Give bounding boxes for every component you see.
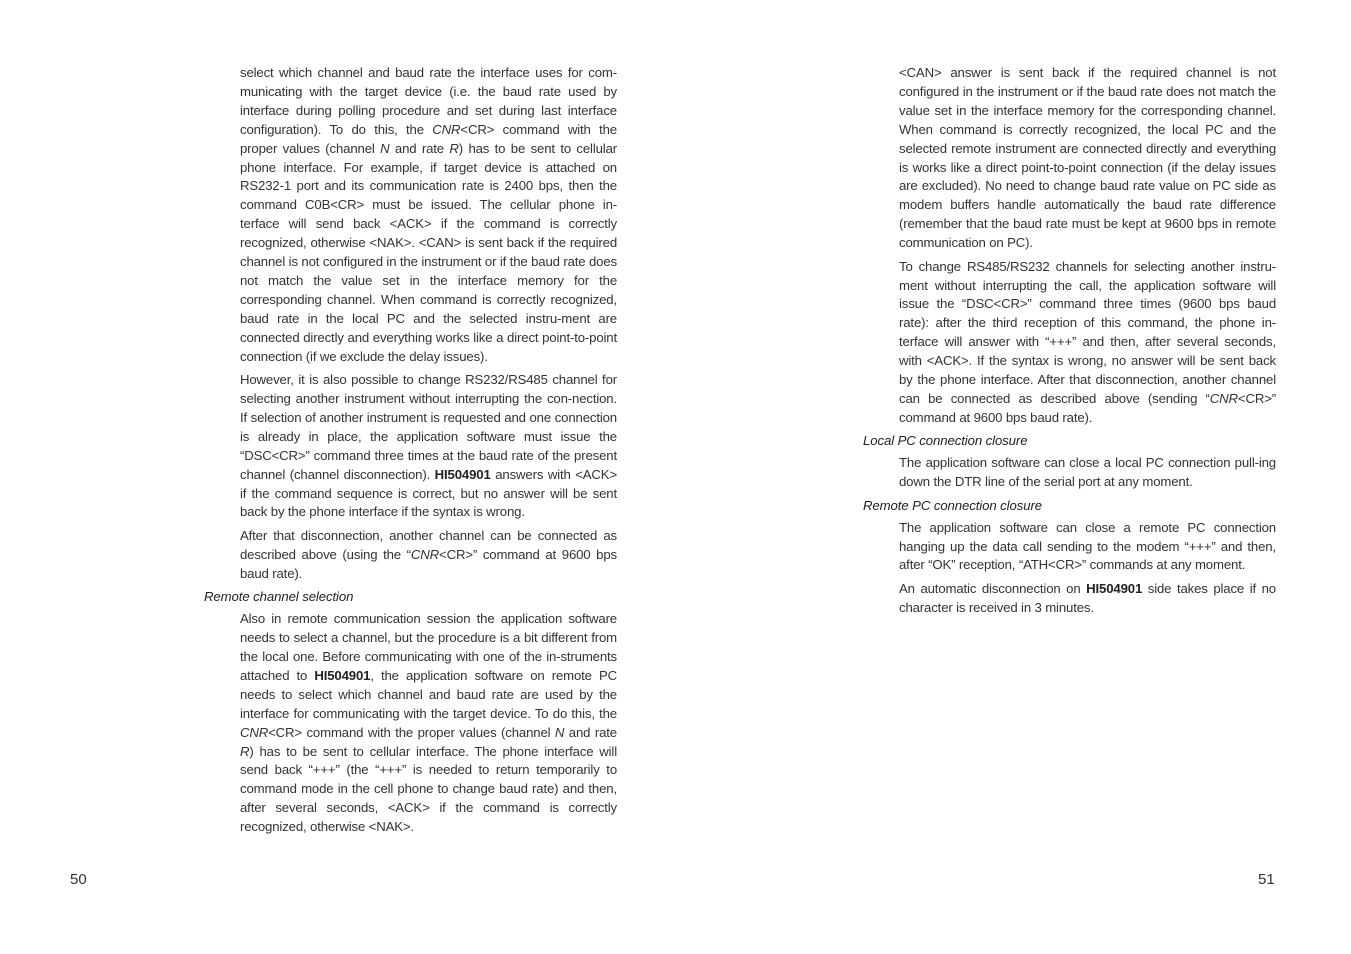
product-code: HI504901: [314, 667, 371, 683]
paragraph: The application software can close a remote PC connection hanging up the data call sending to the modem “+++” and then, after “OK” reception, “ATH<CR>” commands at any moment.: [899, 519, 1276, 573]
product-code: HI504901: [434, 466, 491, 482]
section-heading: Remote channel selection: [204, 589, 354, 605]
page-number: 51: [1258, 871, 1275, 888]
left-text-column: [204, 64, 617, 842]
right-page: [676, 0, 1351, 954]
paragraph: The application software can close a local PC connection pull-ing down the DTR line of the serial port at any moment.: [899, 455, 1276, 490]
paragraph: <CAN> answer is sent back if the required channel is not configured in the instrument or if the baud rate does not match the value set in the interface memory for the corresponding channel. When command is correctly recognized, the local PC and the selected remote instrument are connected directly and everything is works like a direct point-to-point connection (if the delay issues are excluded). No need to change baud rate value on PC side as modem buffers handle automatically the baud rate difference (remember that the baud rate must be kept at 9600 bps in remote communication on PC).: [899, 65, 1276, 251]
right-text-column: [863, 64, 1276, 622]
paragraph: To change RS485/RS232 channels for selecting another instru-ment without interrupting the call, the application software will issue the “DSC<CR>” command three times (9600 bps baud rate): after the third reception of this command, the phone in-terface will answer with “+++” and then, after several seconds, with <ACK>. If the syntax is wrong, no answer will be sent back by the phone interface. After that disconnection, another channel can be connected as described above (sending “CNR<CR>” command at 9600 bps baud rate).: [899, 258, 1276, 425]
page-number: 50: [70, 871, 87, 888]
paragraph: However, it is also possible to change RS232/RS485 channel for selecting another instrument without interrupting the con-nection. If selection of another instrument is requested and one connection is already in place, the application software must issue the “DSC<CR>” command three times at the baud rate of the present channel (channel disconnection). HI504901 answers with <ACK> if the command sequence is correct, but no answer will be sent back by the phone interface if the syntax is wrong.: [240, 372, 617, 520]
product-code: HI504901: [1086, 580, 1143, 596]
section-heading: Local PC connection closure: [863, 433, 1028, 449]
paragraph: select which channel and baud rate the interface uses for com-municating with the target device (i.e. the baud rate used by interface during polling procedure and set during last interface configuration). To do this, the CNR<CR> command with the proper values (channel N and rate R) has to be sent to cellular phone interface. For example, if target device is attached on RS232-1 port and its communication rate is 2400 bps, then the command C0B<CR> must be issued. The cellular phone in-terface will send back <ACK> if the command is correctly recognized, otherwise <NAK>. <CAN> is sent back if the required channel is not configured in the instrument or if the baud rate does not match the value set in the interface memory for the corresponding channel. When command is correctly recognized, baud rate in the local PC and the selected instru-ment are connected directly and everything works like a direct point-to-point connection (if we exclude the delay issues).: [240, 65, 618, 364]
section-heading: Remote PC connection closure: [863, 497, 1042, 513]
paragraph: Also in remote communication session the application software needs to select a channel, but the procedure is a bit different from the local one. Before communicating with one of the in-struments attached to HI504901, the application software on remote PC needs to select which channel and baud rate are used by the interface for communicating with the target device. To do this, the CNR<CR> command with the proper values (channel N and rate R) has to be sent to cellular interface. The phone interface will send back “+++” (the “+++” is needed to return temporarily to command mode in the cell phone to change baud rate) and then, after several seconds, <ACK> if the command is correctly recognized, otherwise <NAK>.: [240, 611, 617, 835]
paragraph: An automatic disconnection on HI504901 side takes place if no character is received in 3 minutes.: [899, 580, 1276, 615]
paragraph: After that disconnection, another channel can be connected as described above (using the “CNR<CR>” command at 9600 bps baud rate).: [240, 527, 617, 581]
left-page: [0, 0, 675, 954]
